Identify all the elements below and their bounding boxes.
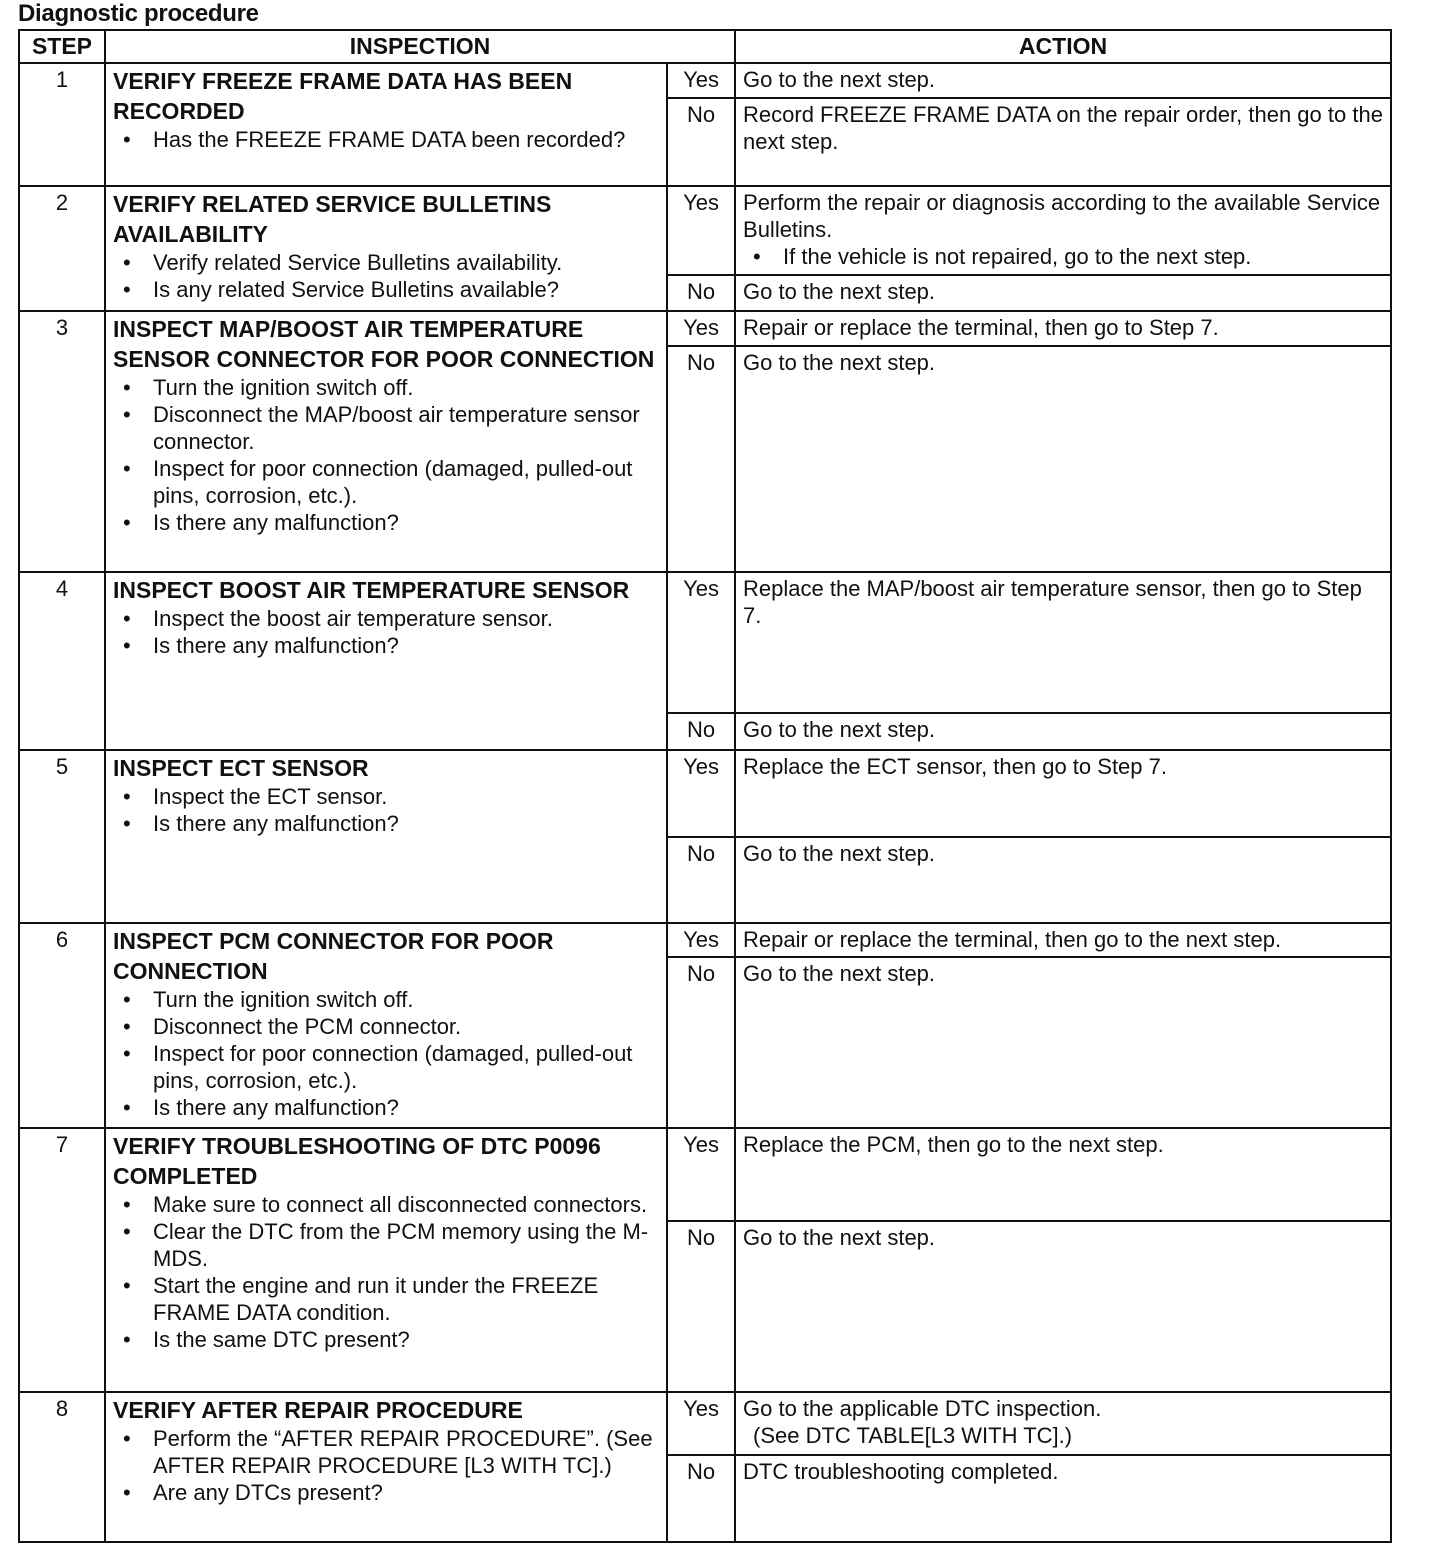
inspection-bullets xyxy=(113,783,659,837)
yes-action-text: Replace the ECT sensor, then go to Step 7. xyxy=(743,754,1167,779)
inspection-bullets xyxy=(113,1425,659,1506)
inspection-cell xyxy=(105,311,667,572)
yes-action-reference: (See DTC TABLE[L3 WITH TC].) xyxy=(753,1423,1073,1448)
inspection-bullet: • Perform the “AFTER REPAIR PROCEDURE”. (See AFTER REPAIR PROCEDURE [L3 WITH TC].) xyxy=(113,1425,659,1479)
inspection-bullets xyxy=(113,605,659,659)
inspection-bullet: • Inspect the boost air temperature sensor. xyxy=(113,605,659,632)
step-number: 6 xyxy=(19,923,105,1128)
inspection-bullet: • Inspect for poor connection (damaged, pulled-out pins, corrosion, etc.). xyxy=(113,1040,659,1094)
yes-action-text: Replace the MAP/boost air temperature sensor, then go to Step 7. xyxy=(743,576,1362,628)
no-label: No xyxy=(667,837,735,923)
no-action: Record FREEZE FRAME DATA on the repair order, then go to the next step. xyxy=(735,98,1391,186)
inspection-bullets xyxy=(113,986,659,1121)
inspection-bullet: • Inspect for poor connection (damaged, pulled-out pins, corrosion, etc.). xyxy=(113,455,659,509)
inspection-bullets xyxy=(113,249,659,303)
inspection-bullets xyxy=(113,126,659,153)
no-action: Go to the next step. xyxy=(735,957,1391,1128)
action-header: ACTION xyxy=(735,30,1391,63)
no-label: No xyxy=(667,1455,735,1542)
inspection-cell xyxy=(105,750,667,923)
inspection-title: VERIFY AFTER REPAIR PROCEDURE xyxy=(113,1397,523,1423)
inspection-bullets xyxy=(113,374,659,536)
no-label: No xyxy=(667,275,735,311)
no-action: Go to the next step. xyxy=(735,837,1391,923)
step-number: 1 xyxy=(19,63,105,186)
inspection-bullet: • Are any DTCs present? xyxy=(113,1479,659,1506)
yes-label: Yes xyxy=(667,572,735,713)
inspection-bullets xyxy=(113,1191,659,1353)
inspection-cell xyxy=(105,1392,667,1542)
step-number: 4 xyxy=(19,572,105,750)
yes-action-text: Go to the applicable DTC inspection. xyxy=(743,1396,1102,1421)
yes-action xyxy=(735,1392,1391,1455)
yes-action xyxy=(735,311,1391,346)
inspection-bullet: • Is there any malfunction? xyxy=(113,632,659,659)
yes-label: Yes xyxy=(667,923,735,957)
inspection-header: INSPECTION xyxy=(105,30,735,63)
no-action: DTC troubleshooting completed. xyxy=(735,1455,1391,1542)
step-row-yes xyxy=(19,186,1391,275)
yes-action-text: Go to the next step. xyxy=(743,67,936,92)
header-row xyxy=(19,30,1391,63)
yes-action-text: Perform the repair or diagnosis according to the available Service Bulletins. xyxy=(743,190,1381,242)
inspection-bullet: • Is any related Service Bulletins available? xyxy=(113,276,659,303)
yes-action xyxy=(735,63,1391,98)
inspection-title: VERIFY TROUBLESHOOTING OF DTC P0096 COMPLETED xyxy=(113,1133,601,1189)
inspection-bullet: • Turn the ignition switch off. xyxy=(113,374,659,401)
yes-action-text: Replace the PCM, then go to the next step. xyxy=(743,1132,1164,1157)
no-label: No xyxy=(667,713,735,750)
inspection-cell xyxy=(105,923,667,1128)
step-row-yes xyxy=(19,750,1391,837)
inspection-bullet: • Verify related Service Bulletins availability. xyxy=(113,249,659,276)
inspection-bullet: • Disconnect the MAP/boost air temperature sensor connector. xyxy=(113,401,659,455)
no-action: Go to the next step. xyxy=(735,713,1391,750)
step-row-yes xyxy=(19,1128,1391,1221)
inspection-bullet: • Clear the DTC from the PCM memory using the M-MDS. xyxy=(113,1218,659,1272)
step-header: STEP xyxy=(19,30,105,63)
yes-action xyxy=(735,186,1391,275)
inspection-title: INSPECT MAP/BOOST AIR TEMPERATURE SENSOR CONNECTOR FOR POOR CONNECTION xyxy=(113,316,655,372)
step-number: 5 xyxy=(19,750,105,923)
step-number: 8 xyxy=(19,1392,105,1542)
inspection-bullet: • Start the engine and run it under the FREEZE FRAME DATA condition. xyxy=(113,1272,659,1326)
step-row-yes xyxy=(19,311,1391,346)
page-title: Diagnostic procedure xyxy=(18,0,259,27)
yes-label: Yes xyxy=(667,1128,735,1221)
inspection-bullet: • Has the FREEZE FRAME DATA been recorded? xyxy=(113,126,659,153)
inspection-cell xyxy=(105,63,667,186)
yes-action xyxy=(735,923,1391,957)
inspection-bullet: • Is the same DTC present? xyxy=(113,1326,659,1353)
no-action: Go to the next step. xyxy=(735,346,1391,572)
yes-action xyxy=(735,1128,1391,1221)
step-number: 7 xyxy=(19,1128,105,1392)
inspection-title: INSPECT PCM CONNECTOR FOR POOR CONNECTION xyxy=(113,928,554,984)
step-row-yes xyxy=(19,572,1391,713)
yes-action xyxy=(735,572,1391,713)
yes-label: Yes xyxy=(667,1392,735,1455)
no-label: No xyxy=(667,1221,735,1392)
yes-action-subbullets xyxy=(743,243,1383,270)
yes-label: Yes xyxy=(667,750,735,837)
yes-action-text: Repair or replace the terminal, then go to the next step. xyxy=(743,927,1282,952)
no-action: Go to the next step. xyxy=(735,275,1391,311)
no-label: No xyxy=(667,346,735,572)
yes-action-text: Repair or replace the terminal, then go to Step 7. xyxy=(743,315,1219,340)
yes-action-subbullet: • If the vehicle is not repaired, go to the next step. xyxy=(743,243,1383,270)
yes-label: Yes xyxy=(667,63,735,98)
inspection-bullet: • Is there any malfunction? xyxy=(113,1094,659,1121)
diagnostic-table xyxy=(18,29,1392,1543)
inspection-cell xyxy=(105,572,667,750)
inspection-bullet: • Turn the ignition switch off. xyxy=(113,986,659,1013)
inspection-cell xyxy=(105,186,667,311)
inspection-bullet: • Is there any malfunction? xyxy=(113,509,659,536)
no-action: Go to the next step. xyxy=(735,1221,1391,1392)
inspection-title: VERIFY RELATED SERVICE BULLETINS AVAILABILITY xyxy=(113,191,552,247)
yes-action xyxy=(735,750,1391,837)
inspection-title: VERIFY FREEZE FRAME DATA HAS BEEN RECORDED xyxy=(113,68,573,124)
step-row-yes xyxy=(19,63,1391,98)
no-label: No xyxy=(667,957,735,1128)
step-number: 3 xyxy=(19,311,105,572)
inspection-cell xyxy=(105,1128,667,1392)
no-label: No xyxy=(667,98,735,186)
inspection-bullet: • Make sure to connect all disconnected connectors. xyxy=(113,1191,659,1218)
inspection-title: INSPECT BOOST AIR TEMPERATURE SENSOR xyxy=(113,577,630,603)
inspection-bullet: • Inspect the ECT sensor. xyxy=(113,783,659,810)
step-row-yes xyxy=(19,1392,1391,1455)
yes-label: Yes xyxy=(667,186,735,275)
yes-label: Yes xyxy=(667,311,735,346)
inspection-title: INSPECT ECT SENSOR xyxy=(113,755,369,781)
inspection-bullet: • Is there any malfunction? xyxy=(113,810,659,837)
step-row-yes xyxy=(19,923,1391,957)
inspection-bullet: • Disconnect the PCM connector. xyxy=(113,1013,659,1040)
step-number: 2 xyxy=(19,186,105,311)
